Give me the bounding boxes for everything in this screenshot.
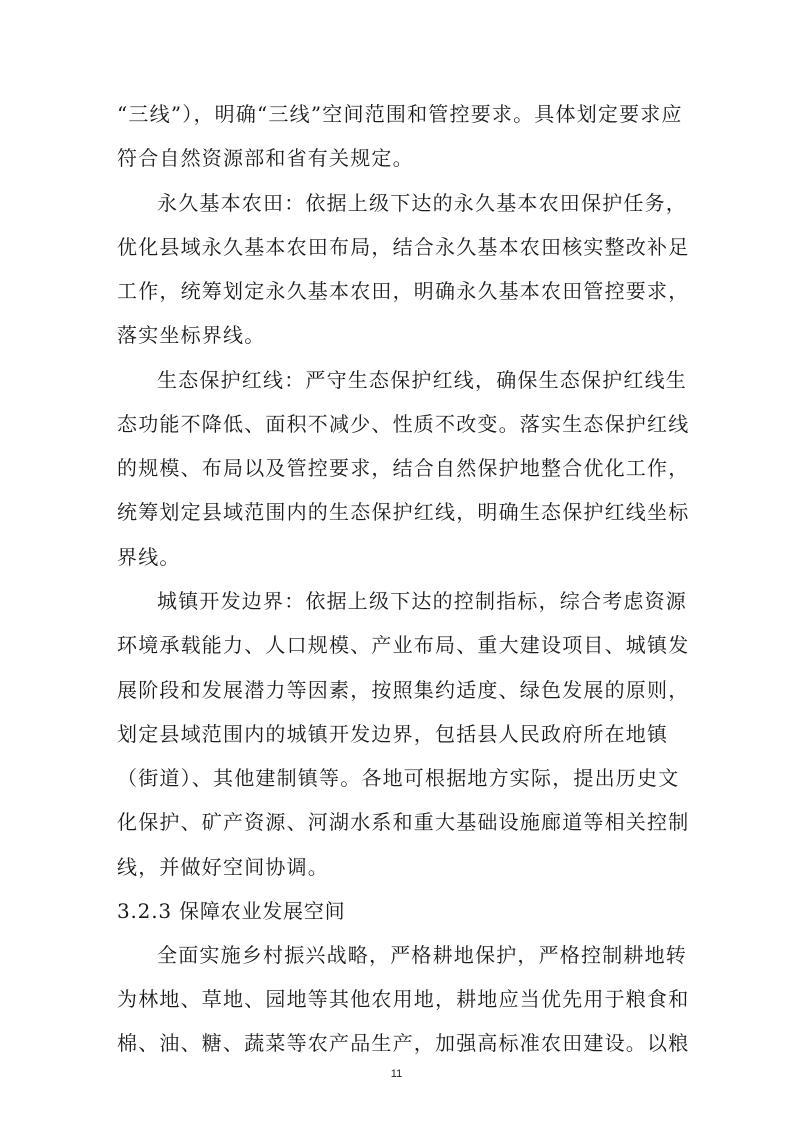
paragraph-first-line: 永久基本农田：依据上级下达的永久基本农田保护任务， — [157, 191, 687, 215]
page-number: 11 — [390, 1068, 403, 1080]
text-line: 优化县域永久基本农田布局，结合永久基本农田核实整改补足 — [117, 235, 690, 259]
section-heading: 3.2.3 保障农业发展空间 — [117, 899, 346, 923]
text-line: 界线。 — [117, 545, 181, 569]
text-line: 的规模、布局以及管控要求，结合自然保护地整合优化工作， — [117, 456, 690, 480]
text-line: 符合自然资源部和省有关规定。 — [117, 146, 414, 170]
paragraph-first-line: 生态保护红线：严守生态保护红线，确保生态保护红线生 — [157, 368, 687, 392]
text-line: 化保护、矿产资源、河湖水系和重大基础设施廊道等相关控制 — [117, 810, 690, 834]
text-line: 展阶段和发展潜力等因素，按照集约适度、绿色发展的原则， — [117, 678, 690, 702]
paragraph-first-line: 城镇开发边界：依据上级下达的控制指标，综合考虑资源 — [157, 589, 687, 613]
text-line: 环境承载能力、人口规模、产业布局、重大建设项目、城镇发 — [117, 633, 690, 657]
text-line: 落实坐标界线。 — [117, 323, 266, 347]
text-line: 工作，统筹划定永久基本农田，明确永久基本农田管控要求， — [117, 279, 690, 303]
text-line: “三线”），明确“三线”空间范围和管控要求。具体划定要求应 — [117, 102, 683, 126]
paragraph-first-line: 全面实施乡村振兴战略，严格耕地保护，严格控制耕地转 — [157, 943, 687, 967]
text-line: 线，并做好空间协调。 — [117, 855, 329, 879]
text-line: （街道）、其他建制镇等。各地可根据地方实际，提出历史文 — [117, 766, 680, 790]
text-line: 为林地、草地、园地等其他农用地，耕地应当优先用于粮食和 — [117, 987, 690, 1011]
text-line: 棉、油、糖、蔬菜等农产品生产，加强高标准农田建设。以粮 — [117, 1031, 690, 1055]
text-line: 划定县域范围内的城镇开发边界，包括县人民政府所在地镇 — [117, 722, 669, 746]
text-line: 统筹划定县域范围内的生态保护红线，明确生态保护红线坐标 — [117, 500, 690, 524]
text-line: 态功能不降低、面积不减少、性质不改变。落实生态保护红线 — [117, 412, 690, 436]
